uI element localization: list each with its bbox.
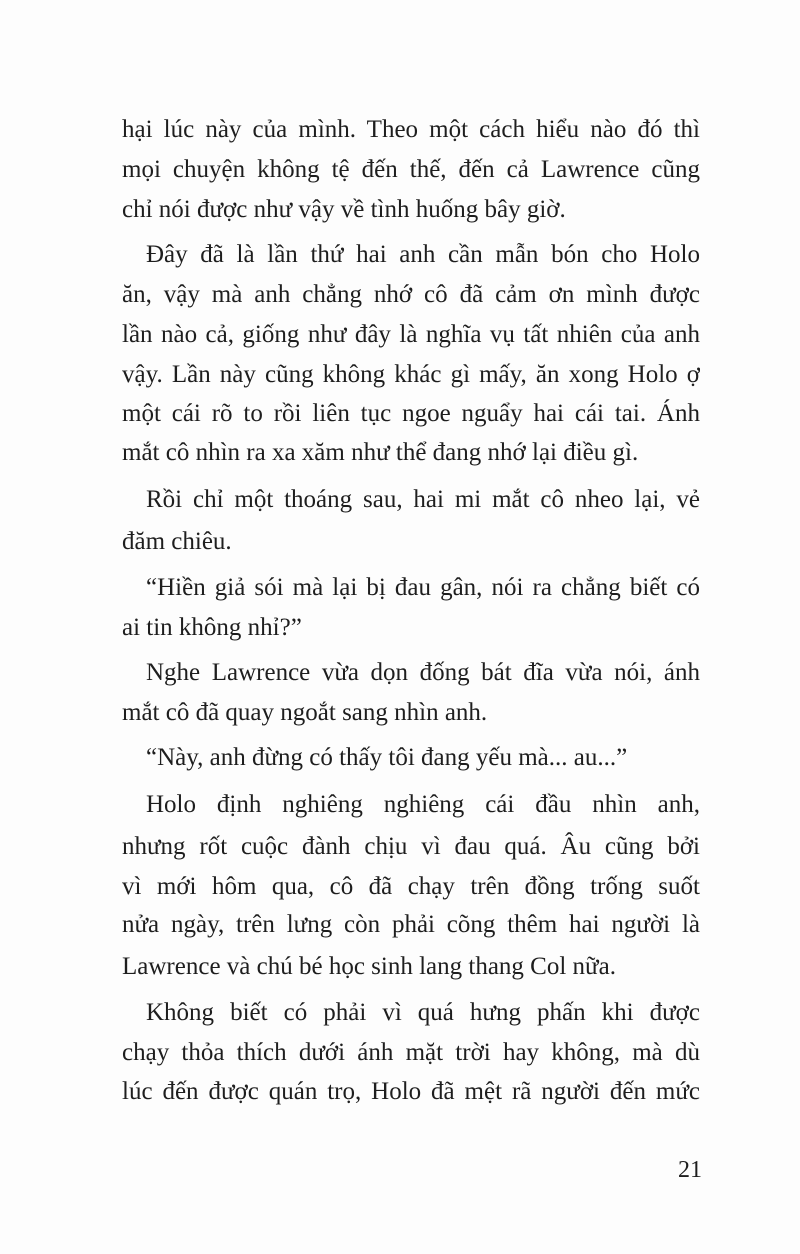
text-line: hại lúc này của mình. Theo một cách hiểu nào đó thì [122, 116, 700, 143]
text-line: Lawrence và chú bé học sinh lang thang Col nữa. [122, 953, 616, 980]
text-line: một cái rõ to rồi liên tục ngoe nguẩy hai cái tai. Ánh [122, 400, 700, 427]
paragraph-start-line: “Hiền giả sói mà lại bị đau gân, nói ra chẳng biết có [146, 574, 700, 601]
text-line: ai tin không nhỉ?” [122, 614, 302, 641]
text-line: nửa ngày, trên lưng còn phải cõng thêm hai người là [122, 911, 700, 938]
paragraph-start-line: Không biết có phải vì quá hưng phấn khi được [146, 999, 700, 1026]
text-line: chỉ nói được như vậy về tình huống bây giờ. [122, 196, 566, 223]
text-line: đăm chiêu. [122, 528, 232, 555]
text-line: vậy. Lần này cũng không khác gì mấy, ăn xong Holo ợ [122, 361, 700, 388]
text-line: nhưng rốt cuộc đành chịu vì đau quá. Âu cũng bởi [122, 833, 700, 860]
paragraph-start-line: Nghe Lawrence vừa dọn đống bát đĩa vừa nói, ánh [146, 659, 700, 686]
text-line: vì mới hôm qua, cô đã chạy trên đồng trống suốt [122, 873, 700, 900]
text-line: ăn, vậy mà anh chẳng nhớ cô đã cảm ơn mình được [122, 281, 700, 308]
text-line: lúc đến được quán trọ, Holo đã mệt rã người đến mức [122, 1078, 700, 1105]
paragraph-start-line: Holo định nghiêng nghiêng cái đầu nhìn anh, [146, 791, 700, 818]
paragraph-start-line: “Này, anh đừng có thấy tôi đang yếu mà... au...” [146, 744, 628, 771]
paragraph-start-line: Rồi chỉ một thoáng sau, hai mi mắt cô nheo lại, vẻ [146, 486, 700, 513]
text-line: chạy thỏa thích dưới ánh mặt trời hay không, mà dù [122, 1039, 700, 1066]
page-number: 21 [678, 1157, 702, 1183]
text-line: mắt cô nhìn ra xa xăm như thể đang nhớ lại điều gì. [122, 439, 639, 466]
text-line: mắt cô đã quay ngoắt sang nhìn anh. [122, 699, 488, 726]
paragraph-start-line: Đây đã là lần thứ hai anh cần mẫn bón cho Holo [146, 241, 700, 268]
text-line: lần nào cả, giống như đây là nghĩa vụ tất nhiên của anh [122, 321, 700, 348]
text-line: mọi chuyện không tệ đến thế, đến cả Lawrence cũng [122, 156, 700, 183]
